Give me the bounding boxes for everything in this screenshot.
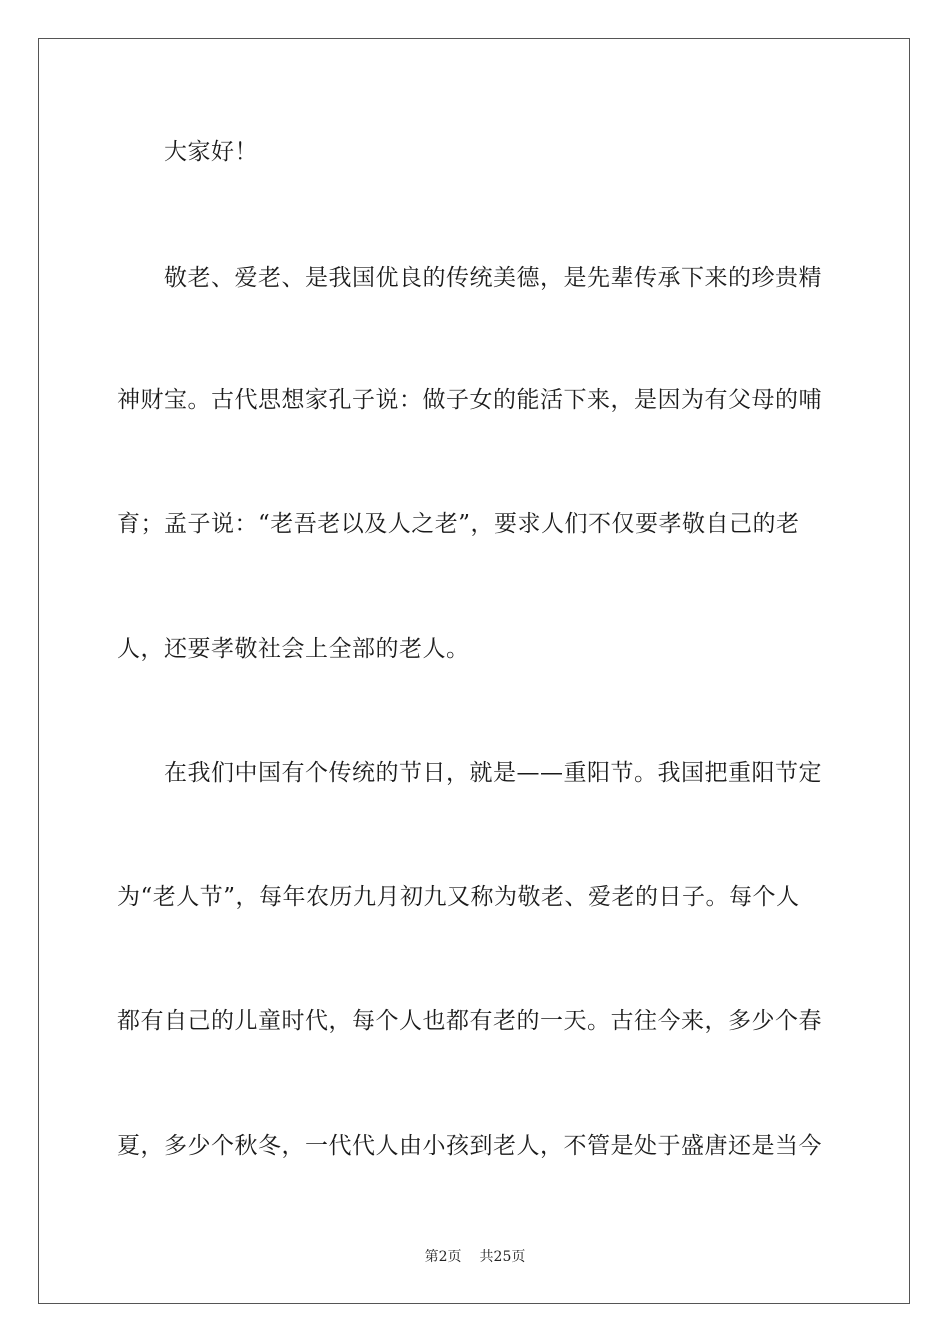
- greeting-line: 大家好！: [164, 139, 258, 165]
- paragraph-2-line-2: 为“老人节”，每年农历九月初九又称为敬老、爱老的日子。每个人: [117, 884, 800, 910]
- paragraph-2-line-1: 在我们中国有个传统的节日，就是——重阳节。我国把重阳节定: [164, 760, 822, 786]
- paragraph-1-line-4: 人，还要孝敬社会上全部的老人。: [117, 636, 470, 662]
- page-total: 共25页: [479, 1249, 526, 1265]
- page-number: 第2页: [424, 1249, 462, 1265]
- paragraph-2-line-4: 夏，多少个秋冬，一代代人由小孩到老人，不管是处于盛唐还是当今: [117, 1133, 822, 1159]
- paragraph-1-line-1: 敬老、爱老、是我国优良的传统美德，是先辈传承下来的珍贵精: [164, 265, 822, 291]
- page-footer: [0, 1246, 950, 1266]
- paragraph-2-line-3: 都有自己的儿童时代，每个人也都有老的一天。古往今来，多少个春: [117, 1008, 822, 1034]
- paragraph-1-line-3: 育；孟子说：“老吾老以及人之老”，要求人们不仅要孝敬自己的老: [117, 511, 800, 537]
- page-frame: [38, 38, 910, 1304]
- paragraph-1-line-2: 神财宝。古代思想家孔子说：做子女的能活下来，是因为有父母的哺: [117, 387, 822, 413]
